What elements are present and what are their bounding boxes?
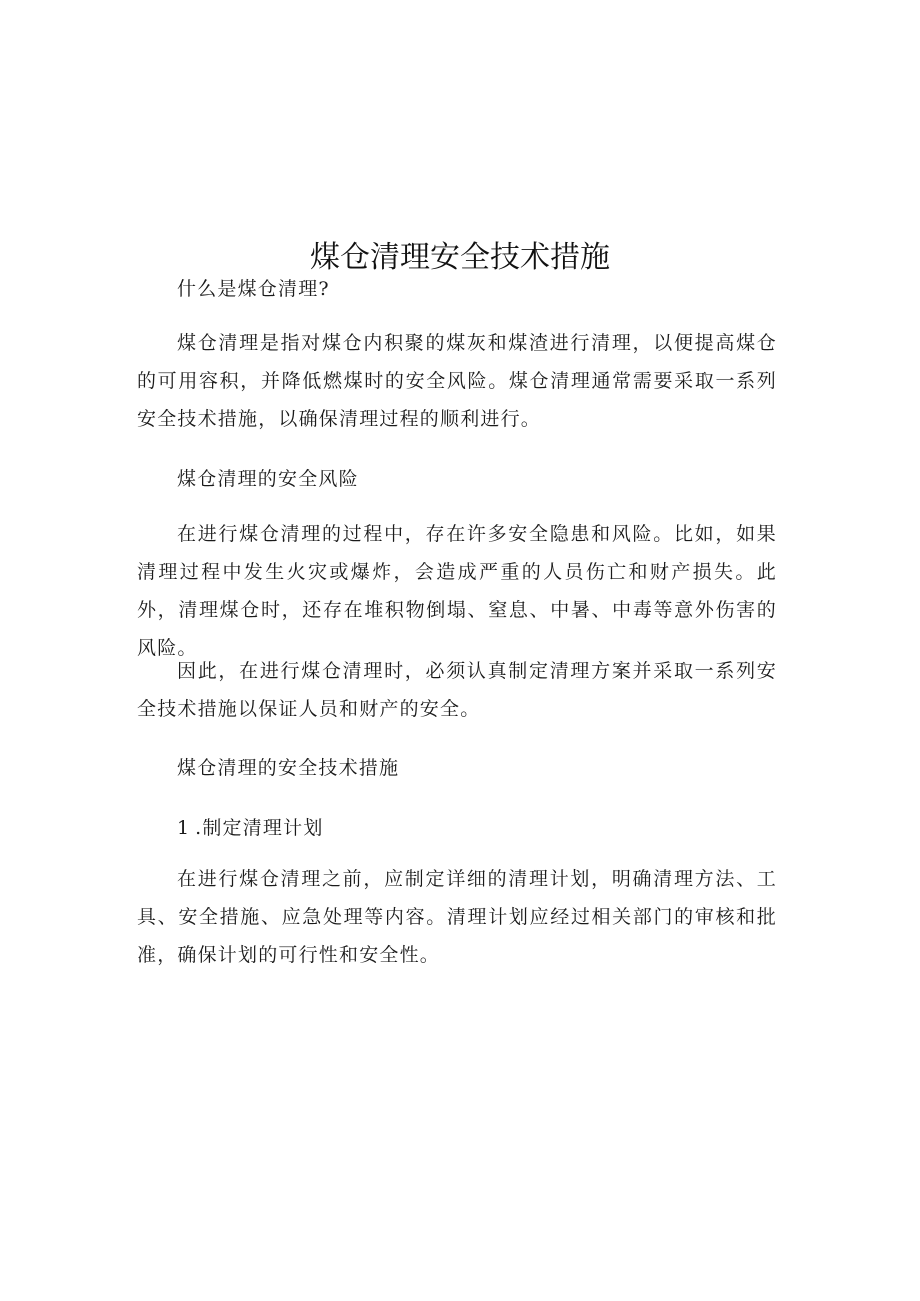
section-heading-measures: 煤仓清理的安全技术措施	[177, 757, 400, 779]
question-heading: 什么是煤仓清理?	[177, 278, 330, 300]
paragraph-therefore: 因此，在进行煤仓清理时，必须认真制定清理方案并采取一系列安全技术措施以保证人员和财产的安全。	[137, 660, 777, 720]
document-title: 煤仓清理安全技术措施	[310, 240, 610, 276]
paragraph-plan: 在进行煤仓清理之前，应制定详细的清理计划，明确清理方法、工具、安全措施、应急处理等内容。清理计划应经过相关部门的审核和批准，确保计划的可行性和安全性。	[137, 868, 777, 966]
section-heading-risks: 煤仓清理的安全风险	[177, 468, 359, 490]
paragraph-definition: 煤仓清理是指对煤仓内积聚的煤灰和煤渣进行清理，以便提高煤仓的可用容积，并降低燃煤时的安全风险。煤仓清理通常需要采取一系列安全技术措施，以确保清理过程的顺利进行。	[137, 332, 777, 430]
list-item-number: 1	[177, 817, 196, 839]
list-item-1-heading	[177, 809, 324, 847]
paragraph-risks: 在进行煤仓清理的过程中，存在许多安全隐患和风险。比如，如果清理过程中发生火灾或爆炸，会造成严重的人员伤亡和财产损失。此外，清理煤仓时，还存在堆积物倒塌、窒息、中暑、中毒等意外伤害的风险。	[137, 523, 777, 659]
list-item-title: .制定清理计划	[195, 817, 324, 839]
